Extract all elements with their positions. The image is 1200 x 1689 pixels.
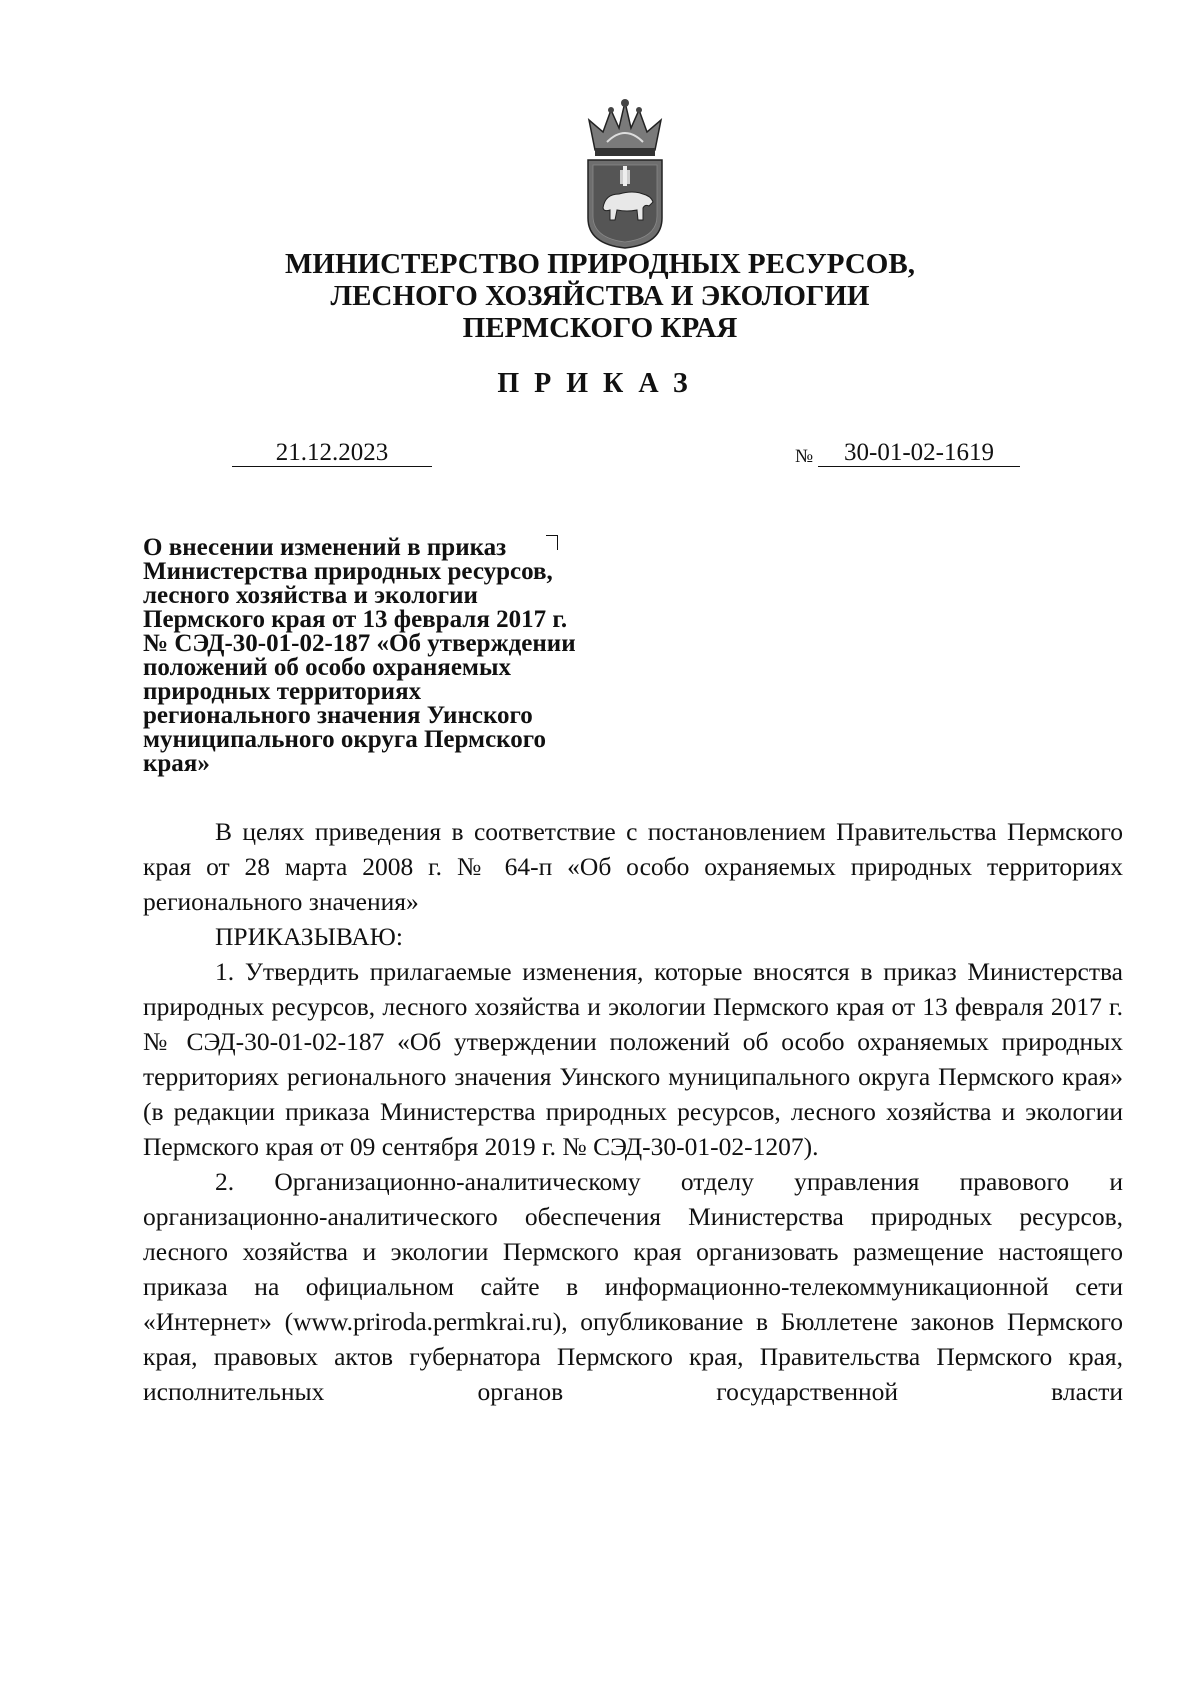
subject-line: регионального значения Уинского	[143, 702, 533, 729]
subject-line: Министерства природных ресурсов,	[143, 558, 553, 585]
subject-line: края»	[143, 750, 210, 777]
subject-corner-mark	[546, 535, 558, 550]
ministry-name-line-3: ПЕРМСКОГО КРАЯ	[462, 312, 738, 344]
subject-line: муниципального округа Пермского	[143, 726, 546, 753]
subject-line: Пермского края от 13 февраля 2017 г.	[143, 606, 568, 633]
subject-line: О внесении изменений в приказ	[143, 534, 507, 561]
document-type-heading: ПРИКАЗ	[497, 368, 703, 399]
order-item-2: 2. Организационно-аналитическому отделу управления правового и организационно-аналитического обеспечения Министерства природных ресурсов, лесного хозяйства и экологии Пермского края организовать размещение настоящего приказа на официальном сайте в информационно-телекоммуникационной сети «Интернет» (www.priroda.permkrai.ru), опубликование в Бюллетене законов Пермского края, правовых актов губернатора Пермского края, Правительства Пермского края, исполнительных органов государственной власти	[143, 1167, 1123, 1406]
coat-of-arms-icon	[583, 98, 667, 250]
subject-line: № СЭД-30-01-02-187 «Об утверждении	[143, 630, 576, 657]
order-word: ПРИКАЗЫВАЮ:	[215, 922, 403, 951]
subject-line: положений об особо охраняемых	[143, 654, 511, 681]
preamble-paragraph: В целях приведения в соответствие с постановлением Правительства Пермского края от 28 марта 2008 г. № 64-п «Об особо охраняемых природных территориях регионального значения»	[143, 817, 1123, 916]
document-date: 21.12.2023	[232, 439, 432, 467]
document-number: 30-01-02-1619	[818, 439, 1020, 467]
ministry-name	[0, 248, 1200, 344]
document-body	[143, 814, 1123, 1409]
subject-line: лесного хозяйства и экологии	[143, 582, 478, 609]
ministry-name-line-1: МИНИСТЕРСТВО ПРИРОДНЫХ РЕСУРСОВ,	[285, 248, 915, 280]
document-subject	[143, 536, 663, 776]
ministry-name-line-2: ЛЕСНОГО ХОЗЯЙСТВА И ЭКОЛОГИИ	[330, 280, 870, 312]
number-label: №	[795, 446, 814, 467]
order-item-1: 1. Утвердить прилагаемые изменения, которые вносятся в приказ Министерства природных ресурсов, лесного хозяйства и экологии Пермского края от 13 февраля 2017 г. № СЭД-30-01-02-187 «Об утверждении положений об особо охраняемых природных территориях регионального значения Уинского муниципального округа Пермского края» (в редакции приказа Министерства природных ресурсов, лесного хозяйства и экологии Пермского края от 09 сентября 2019 г. № СЭД-30-01-02-1207).	[143, 957, 1123, 1161]
subject-line: природных территориях	[143, 678, 422, 705]
